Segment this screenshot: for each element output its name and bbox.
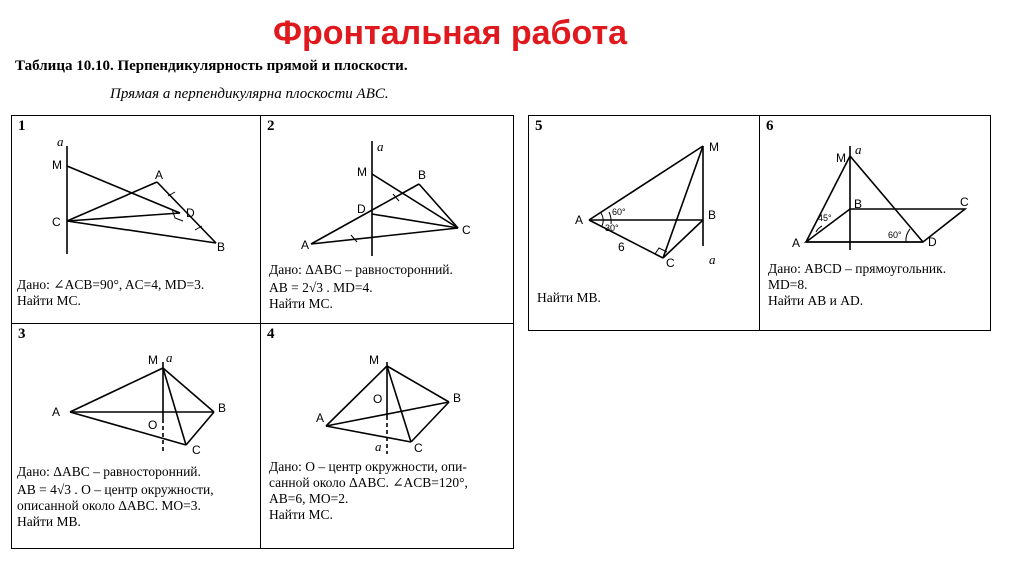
problem-number: 3: [18, 326, 26, 342]
label-O: O: [373, 392, 383, 406]
label-O: O: [148, 418, 158, 432]
label-a: a: [57, 134, 64, 149]
problem-1-given: Дано: ∠ACB=90°, AC=4, MD=3. Найти MC.: [17, 277, 205, 308]
segment-BC: [186, 412, 214, 445]
label-A: A: [52, 405, 61, 419]
problem-number: 2: [267, 118, 275, 134]
problem-3-cell: [11, 323, 261, 549]
segment-MC: [372, 174, 458, 228]
segment-MC: [163, 368, 186, 445]
table-subtitle: Прямая a перпендикулярна плоскости ABC.: [110, 86, 389, 102]
problem-number: 1: [18, 118, 26, 134]
segment-AC: [311, 228, 458, 244]
label-A: A: [301, 238, 310, 252]
label-B: B: [854, 197, 863, 211]
label-a: a: [166, 350, 173, 365]
label-D: D: [928, 235, 937, 249]
segment-BC: [419, 184, 458, 228]
problem-number: 6: [766, 118, 774, 134]
label-M: M: [836, 151, 846, 165]
segment-AC: [326, 426, 411, 442]
label-D: D: [186, 206, 195, 220]
problem-5-figure: [529, 116, 761, 276]
label-D: D: [357, 202, 366, 216]
label-A: A: [792, 236, 801, 250]
label-a: a: [855, 142, 862, 157]
label-C: C: [52, 215, 61, 229]
segment-MA: [70, 368, 163, 412]
label-M: M: [52, 158, 62, 172]
problem-4-figure: [261, 324, 515, 464]
problem-3-figure: [12, 324, 262, 464]
label-C: C: [414, 441, 423, 455]
label-angle-60: 60°: [612, 207, 626, 217]
label-angle-60: 60°: [888, 230, 902, 240]
label-six: 6: [618, 240, 625, 254]
segment-AM: [589, 146, 703, 220]
problem-1-cell: [11, 115, 261, 324]
problem-number: 5: [535, 118, 543, 134]
problem-2-cell: [260, 115, 514, 324]
label-B: B: [453, 391, 462, 405]
segment-MD: [67, 166, 180, 213]
label-M: M: [369, 353, 379, 367]
label-C: C: [192, 443, 201, 457]
problem-2-figure: [261, 116, 515, 276]
label-angle-45: 45°: [818, 213, 832, 223]
problem-3-given: Дано: ΔABC – равносторонний. AB = 4√3 . O – центр окружности, описанной около ΔABC. MO=3. Найти MB.: [17, 464, 214, 529]
problem-6-cell: [759, 115, 991, 331]
segment-CD: [372, 214, 458, 228]
problem-5-cell: [528, 115, 760, 331]
problem-2-given: Дано: ΔABC – равносторонний. AB = 2√3 . MD=4. Найти MC.: [269, 262, 453, 311]
problem-number: 4: [267, 326, 275, 342]
label-a: a: [375, 439, 382, 454]
segment-MC: [663, 146, 703, 258]
label-M: M: [148, 353, 158, 367]
segment-MB: [163, 368, 214, 412]
label-B: B: [218, 401, 227, 415]
label-B: B: [217, 240, 226, 254]
segment-MA: [806, 156, 850, 242]
segment-AC: [589, 220, 663, 258]
label-C: C: [462, 223, 471, 237]
label-M: M: [357, 165, 367, 179]
problem-5-given: Найти MB.: [537, 290, 601, 305]
table-caption: Таблица 10.10. Перпендикулярность прямой и плоскости.: [15, 58, 408, 74]
problem-6-figure: [760, 116, 992, 276]
label-a: a: [709, 252, 716, 267]
slide-title: Фронтальная работа: [272, 14, 628, 52]
label-angle-30: 30°: [605, 223, 619, 233]
label-M: M: [709, 140, 719, 154]
problem-4-cell: [260, 323, 514, 549]
label-A: A: [155, 168, 164, 182]
problem-4-given: Дано: O – центр окружности, опи- санной около ΔABC. ∠ACB=120°, AB=6, MO=2. Найти MC.: [269, 459, 468, 522]
segment-AC: [70, 412, 186, 445]
problem-6-given: Дано: ABCD – прямоугольник. MD=8. Найти AB и AD.: [768, 261, 947, 308]
label-B: B: [708, 208, 717, 222]
label-C: C: [960, 195, 969, 209]
label-A: A: [316, 411, 325, 425]
label-A: A: [575, 213, 584, 227]
label-a: a: [377, 139, 384, 154]
segment-CB: [67, 221, 216, 243]
label-C: C: [666, 256, 675, 270]
label-B: B: [418, 168, 427, 182]
problem-1-figure: [12, 116, 262, 276]
